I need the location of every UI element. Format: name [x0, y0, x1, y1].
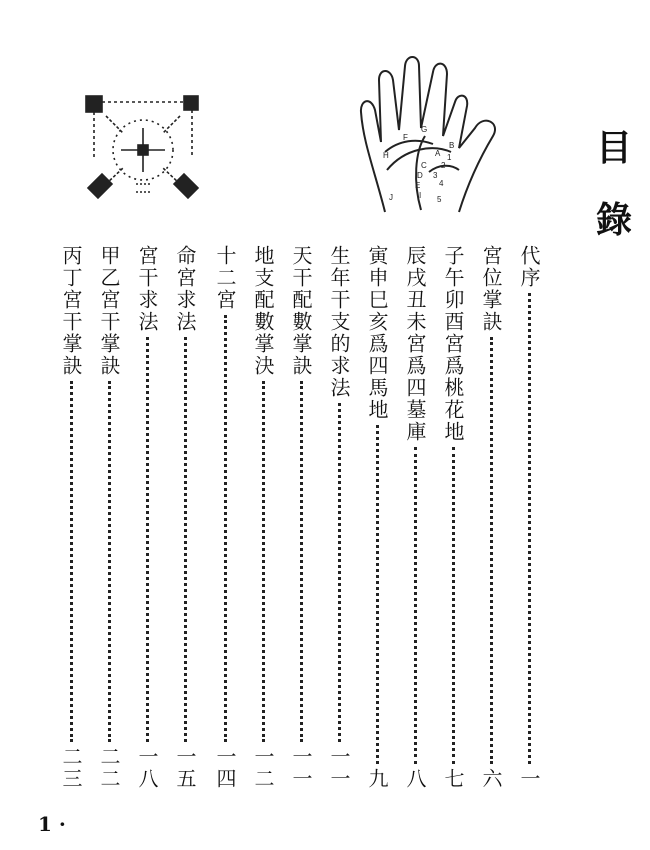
toc-entry[interactable]: [132, 245, 162, 790]
toc-entry[interactable]: [210, 245, 240, 790]
leader-dots: [452, 447, 455, 764]
toc-entry-title: 地支配數掌決: [251, 245, 275, 377]
toc-entry-page: 七: [441, 768, 465, 790]
toc-entry[interactable]: [170, 245, 200, 790]
toc-entry-page: 一一: [327, 746, 351, 790]
toc-entry-title: 生年干支的求法: [327, 245, 351, 399]
leader-dots: [184, 337, 187, 742]
leader-dots: [338, 403, 341, 742]
toc-entry-title: 寅申巳亥爲四馬地: [365, 245, 389, 421]
toc-entry-title: 宮干求法: [135, 245, 159, 333]
leader-dots: [376, 425, 379, 764]
toc-entry-page: 一: [517, 768, 541, 790]
svg-text:J: J: [389, 193, 393, 202]
svg-text:H: H: [383, 151, 389, 160]
toc-title-char-1: 目: [595, 127, 632, 169]
svg-text:B: B: [449, 141, 455, 150]
toc-title-char-2: 錄: [595, 199, 632, 241]
toc-entry-page: 一一: [289, 746, 313, 790]
toc-entry[interactable]: [94, 245, 124, 790]
compass-diagram-icon: [78, 88, 208, 213]
toc-entry[interactable]: [286, 245, 316, 790]
toc-entry-page: 一二: [251, 746, 275, 790]
toc-entry-page: 六: [479, 768, 503, 790]
toc-entry-title: 丙丁宮干掌訣: [59, 245, 83, 377]
leader-dots: [528, 293, 531, 764]
toc-entry[interactable]: [514, 245, 544, 790]
svg-text:D: D: [417, 171, 423, 180]
svg-text:5: 5: [437, 195, 442, 204]
svg-text:1: 1: [447, 153, 452, 162]
toc-entry-title: 甲乙宮干掌訣: [97, 245, 121, 377]
leader-dots: [224, 315, 227, 742]
svg-text:2: 2: [441, 161, 446, 170]
leader-dots: [490, 337, 493, 764]
toc-entry-page: 二二: [97, 746, 121, 790]
toc-entry-title: 代序: [517, 245, 541, 289]
toc-entry[interactable]: [324, 245, 354, 790]
svg-text:F: F: [403, 133, 408, 142]
toc-entry[interactable]: [438, 245, 468, 790]
toc-entry-page: 八: [403, 768, 427, 790]
leader-dots: [300, 381, 303, 742]
toc-entry-page: 一四: [213, 746, 237, 790]
toc-entry-title: 十二宮: [213, 245, 237, 311]
toc-entry[interactable]: [476, 245, 506, 790]
toc-entry-page: 二三: [59, 746, 83, 790]
toc-entry-title: 子午卯酉宮爲桃花地: [441, 245, 465, 443]
page-number: 1 ·: [38, 812, 66, 836]
toc-entry[interactable]: [248, 245, 278, 790]
toc-entry-page: 九: [365, 768, 389, 790]
svg-text:4: 4: [439, 179, 444, 188]
toc-entry[interactable]: [56, 245, 86, 790]
toc-entry-title: 辰戌丑未宮爲四墓庫: [403, 245, 427, 443]
svg-text:G: G: [421, 125, 428, 134]
leader-dots: [108, 381, 111, 742]
svg-text:E: E: [415, 181, 421, 190]
toc-entry-title: 命宮求法: [173, 245, 197, 333]
toc-entry-page: 一五: [173, 746, 197, 790]
palm-hand-diagram-icon: [355, 52, 505, 217]
leader-dots: [146, 337, 149, 742]
leader-dots: [262, 381, 265, 742]
toc-entry-title: 宮位掌訣: [479, 245, 503, 333]
toc-entry-title: 天干配數掌訣: [289, 245, 313, 377]
svg-text:C: C: [421, 161, 427, 170]
toc-entry[interactable]: [400, 245, 430, 790]
leader-dots: [414, 447, 417, 764]
svg-text:3: 3: [433, 171, 438, 180]
leader-dots: [70, 381, 73, 742]
toc-entry-page: 一八: [135, 746, 159, 790]
toc-entry[interactable]: [362, 245, 392, 790]
svg-text:A: A: [435, 149, 441, 158]
svg-text:I: I: [419, 191, 422, 200]
